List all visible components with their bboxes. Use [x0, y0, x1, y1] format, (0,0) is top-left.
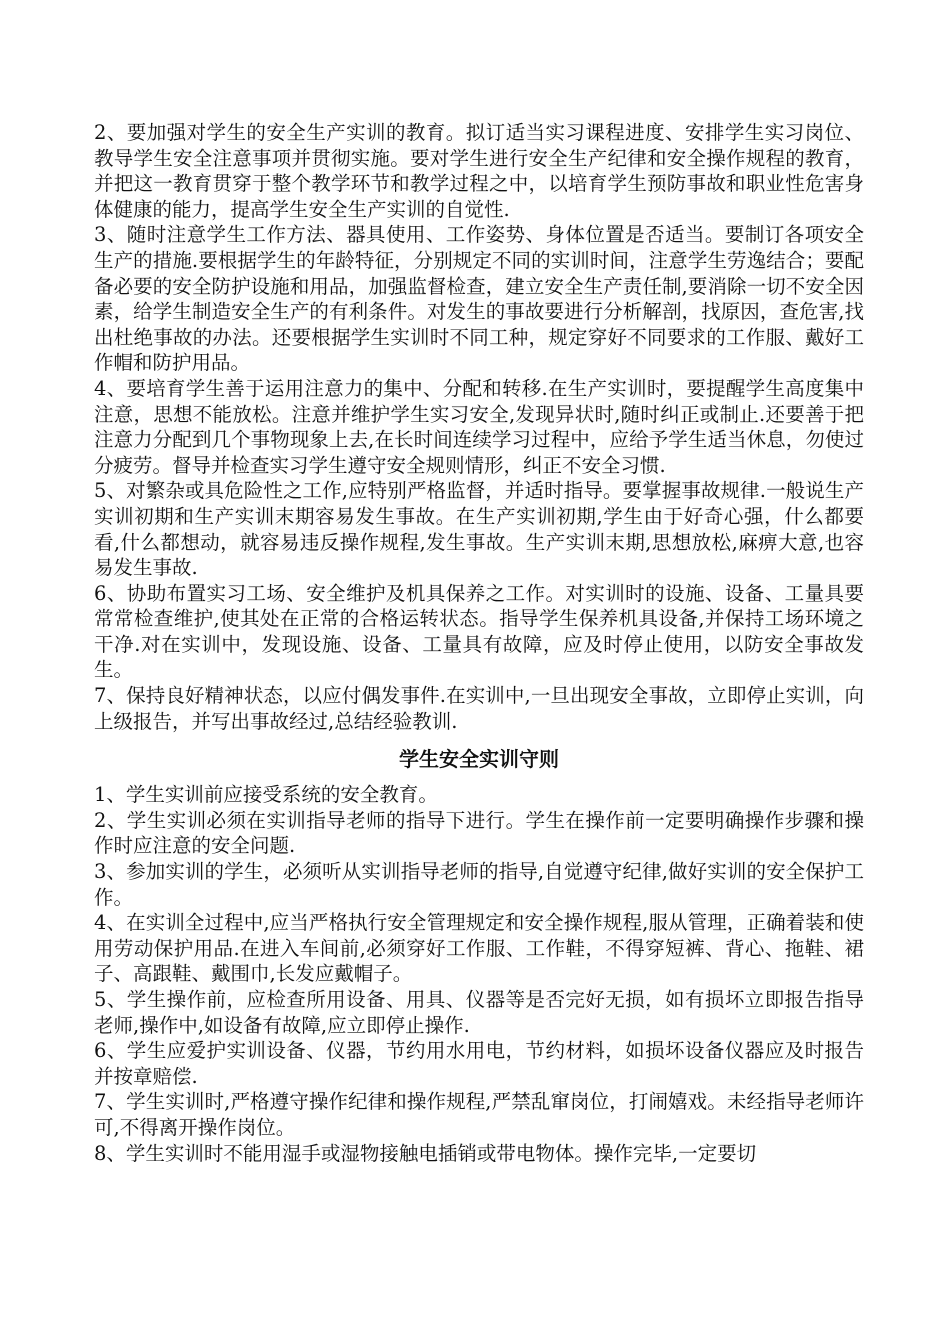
rule-item-7: 7、学生实训时,严格遵守操作纪律和操作规程,严禁乱窜岗位，打闹嬉戏。未经指导老师许可,不得离开操作岗位。: [94, 1090, 864, 1139]
document-page: [94, 120, 864, 1166]
rule-item-8: 8、学生实训时不能用湿手或湿物接触电插销或带电物体。操作完毕,一定要切: [94, 1141, 757, 1165]
paragraph-item-7: 7、保持良好精神状态，以应付偶发事件.在实训中,一旦出现安全事故，立即停止实训，向上级报告，并写出事故经过,总结经验教训.: [94, 684, 864, 733]
rule-item-1: 1、学生实训前应接受系统的安全教育。: [94, 783, 438, 807]
paragraph-item-4: 4、要培育学生善于运用注意力的集中、分配和转移.在生产实训时，要提醒学生高度集中注意，思想不能放松。注意并维护学生实习安全,发现异状时,随时纠正或制止.还要善于把注意力分配到几个事物现象上去,在长时间连续学习过程中，应给予学生适当休息，勿使过分疲劳。督导并检查实习学生遵守安全规则情形，纠正不安全习惯.: [94, 376, 864, 477]
rule-item-6: 6、学生应爱护实训设备、仪器，节约用水用电，节约材料，如损坏设备仪器应及时报告并按章赔偿.: [94, 1039, 864, 1088]
rule-item-2: 2、学生实训必须在实训指导老师的指导下进行。学生在操作前一定要明确操作步骤和操作时应注意的安全问题.: [94, 808, 864, 858]
paragraph-item-6: 6、协助布置实习工场、安全维护及机具保养之工作。对实训时的设施、设备、工量具要常常检查维护,使其处在正常的合格运转状态。指导学生保养机具设备,并保持工场环境之干净.对在实训中，发现设施、设备、工量具有故障，应及时停止使用，以防安全事故发生。: [94, 581, 864, 682]
paragraph-item-5: 5、对繁杂或具危险性之工作,应特别严格监督，并适时指导。要掌握事故规律.一般说生产实训初期和生产实训末期容易发生事故。在生产实训初期,学生由于好奇心强，什么都要看,什么都想动，就容易违反操作规程,发生事故。生产实训末期,思想放松,麻痹大意,也容易发生事故.: [94, 479, 864, 580]
rule-item-5: 5、学生操作前，应检查所用设备、用具、仪器等是否完好无损，如有损坏立即报告指导老师,操作中,如设备有故障,应立即停止操作.: [94, 988, 864, 1037]
rule-item-3: 3、参加实训的学生，必须听从实训指导老师的指导,自觉遵守纪律,做好实训的安全保护工作。: [94, 860, 864, 909]
paragraph-item-2: 2、要加强对学生的安全生产实训的教育。拟订适当实习课程进度、安排学生实习岗位、教导学生安全注意事项并贯彻实施。要对学生进行安全生产纪律和安全操作规程的教育，并把这一教育贯穿于整个教学环节和教学过程之中，以培育学生预防事故和职业性危害身体健康的能力，提高学生安全生产实训的自觉性.: [94, 121, 864, 221]
section-title: 学生安全实训守则: [399, 747, 559, 772]
rule-item-4: 4、在实训全过程中,应当严格执行安全管理规定和安全操作规程,服从管理，正确着装和使用劳动保护用品.在进入车间前,必须穿好工作服、工作鞋，不得穿短裤、背心、拖鞋、裙子、高跟鞋、戴围巾,长发应戴帽子。: [94, 911, 864, 986]
paragraph-item-3: 3、随时注意学生工作方法、器具使用、工作姿势、身体位置是否适当。要制订各项安全生产的措施.要根据学生的年龄特征，分别规定不同的实训时间，注意学生劳逸结合；要配备必要的安全防护设施和用品，加强监督检查，建立安全生产责任制,要消除一切不安全因素，给学生制造安全生产的有利条件。对发生的事故要进行分析解剖，找原因，查危害,找出杜绝事故的办法。还要根据学生实训时不同工种，规定穿好不同要求的工作服、戴好工作帽和防护用品。: [94, 223, 864, 375]
